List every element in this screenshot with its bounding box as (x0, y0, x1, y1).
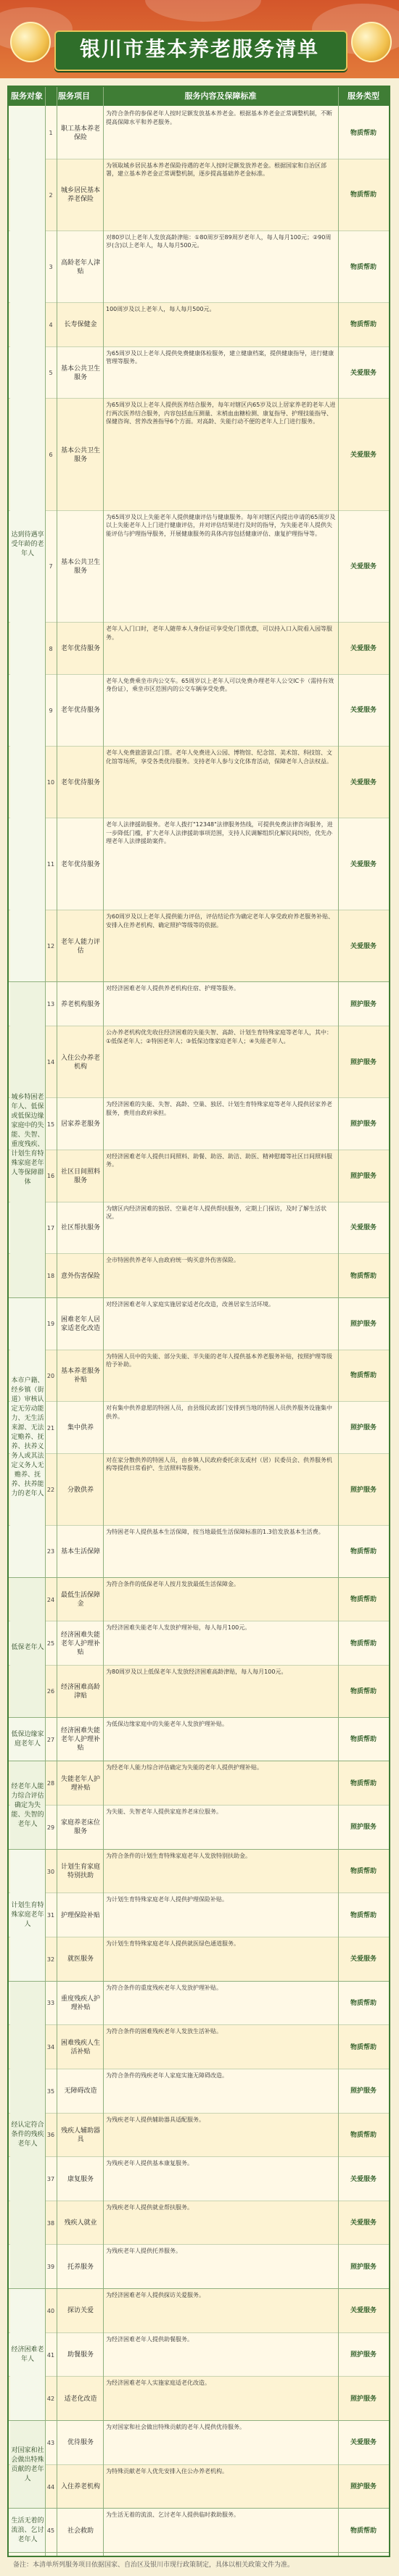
service-type: 物质帮助 (350, 1687, 377, 1695)
column-divider (338, 87, 339, 2556)
service-content: 对经济困难老年人提供日间照料、助餐、助浴、助洁、助医、精神慰藉等社区日间照料服务。 (106, 1152, 332, 1168)
row-number: 2 (49, 191, 53, 199)
service-content: 为符合条件的低保老年人按月发放最低生活保障金。 (106, 1580, 239, 1587)
service-type: 物质帮助 (350, 1596, 377, 1604)
service-item: 基本公共卫生服务 (60, 365, 100, 381)
service-type: 关爱服务 (350, 2219, 377, 2227)
service-content: 为经老年人能力综合评估确定为失能的老年人提供护理补贴。 (106, 1764, 263, 1771)
service-item: 入住公办养老机构 (60, 1054, 100, 1071)
row-number: 39 (46, 2264, 55, 2271)
row-number: 38 (46, 2219, 55, 2227)
service-content: 老年人免费乘坐市内公交车。65周岁以上老年人可以免费办理老年人公交IC卡（需持有效身份证），乘坐市区范围内的公交车辆享受免费。 (106, 677, 334, 693)
service-type: 物质帮助 (350, 2043, 377, 2051)
service-item: 无障碍改造 (64, 2087, 97, 2095)
group-divider (9, 1717, 389, 1718)
service-type: 关爱服务 (350, 942, 377, 950)
service-item: 基本公共卫生服务 (60, 558, 100, 575)
group-divider (9, 1849, 389, 1850)
service-target-group: 低保老年人 (10, 1578, 45, 1718)
row-number: 23 (46, 1548, 55, 1555)
service-item: 老年人能力评估 (60, 938, 100, 955)
service-type: 物质帮助 (350, 321, 377, 329)
service-item: 计划生育家庭特别扶助 (60, 1864, 100, 1879)
group-divider (9, 981, 389, 982)
row-number: 27 (46, 1736, 55, 1743)
service-item: 集中供养 (67, 1424, 94, 1432)
service-type: 关爱服务 (350, 2439, 377, 2447)
service-type: 照护服务 (350, 2087, 377, 2095)
column-divider (103, 87, 104, 2556)
row-number: 10 (46, 779, 55, 786)
service-type: 物质帮助 (350, 129, 377, 137)
service-item: 老年优待服务 (60, 778, 100, 786)
service-type: 关爱服务 (350, 1956, 377, 1964)
service-item: 康复服务 (67, 2175, 94, 2183)
service-item: 养老机构服务 (60, 1000, 100, 1008)
service-type: 物质帮助 (350, 1999, 377, 2007)
service-content: 为特困人员中的失能、部分失能、半失能的老年人提供基本养老服务补贴，按照护理等级给予补助。 (106, 1353, 332, 1368)
row-number: 28 (46, 1780, 55, 1787)
service-content: 为领取城乡居民基本养老保险待遇的老年人按时足额发放养老金。根据国家和自治区部署，建立基本养老金正常调整机制，逐步提高基础养老金标准。 (106, 162, 326, 178)
row-number: 32 (46, 1956, 55, 1963)
service-type: 照护服务 (350, 2395, 377, 2403)
service-type: 关爱服务 (350, 645, 377, 652)
service-content: 为残疾老年人提供辅助器具适配服务。 (106, 2116, 205, 2123)
service-type: 物质帮助 (350, 263, 377, 271)
row-number: 30 (46, 1868, 55, 1875)
service-content: 为经济困难老年人实施家庭适老化改造。 (106, 2380, 210, 2387)
service-item: 高龄老年人津贴 (60, 259, 100, 275)
service-type: 物质帮助 (350, 1779, 377, 1787)
service-type: 物质帮助 (350, 1272, 377, 1280)
row-number: 35 (46, 2087, 55, 2095)
service-type: 物质帮助 (350, 1868, 377, 1875)
service-type: 物质帮助 (350, 1911, 377, 1919)
row-number: 20 (46, 1372, 55, 1379)
service-content: 为65周岁及以上失能老年人提供健康评估与健康服务。每年对辖区内提出申请的65周岁及以上失能老年人上门进行健康评估，并对评估结果进行及时的指导，为失能老年人提供失能评估与护理指导服务，开展健康服务的具体内容包括健康评估、康复护理指导等。 (106, 513, 336, 537)
row-number: 22 (46, 1487, 55, 1493)
service-target-group: 经认定符合条件的残疾老年人 (10, 1982, 45, 2290)
row-number: 24 (46, 1596, 55, 1603)
service-content: 对经济困难老年人提供养老机构住宿、护理等服务。 (106, 985, 239, 992)
service-content: 为特殊贡献老年人优先安排入住公办养老机构。 (106, 2467, 228, 2475)
group-divider (9, 2508, 389, 2509)
service-content: 为符合条件的计划生育特殊家庭老年人发放特别扶助金。 (106, 1852, 251, 1859)
service-type: 照护服务 (350, 2263, 377, 2271)
service-type: 照护服务 (350, 1424, 377, 1432)
service-content: 为经济困难老年人提供探访关爱服务。 (106, 2292, 205, 2299)
service-content: 对在家分散供养的特困人员，由乡镇人民政府委托亲友或村（居）民委员会、供养服务机构等提供日常看护、生活照料等服务。 (106, 1456, 332, 1472)
row-number: 33 (46, 2000, 55, 2007)
service-content: 为60周岁及以上老年人提供能力评估，评估结论作为确定老年人享受政府养老服务补贴、安排入住养老机构、确定照护等级等的依据。 (106, 913, 334, 928)
service-content: 老年人入门口时，老年人随带本人身份证可享受免门票优惠，可以持入口入院看入园等服务。 (106, 626, 332, 641)
group-divider (9, 2288, 389, 2289)
service-type: 照护服务 (350, 1121, 377, 1129)
service-item: 基本公共卫生服务 (60, 446, 100, 463)
service-content: 为80周岁及以上低保老年人发放经济困难高龄津贴，每人每月100元。 (106, 1669, 287, 1676)
service-content: 为符合条件的参保老年人按时足额发放基本养老金。根据基本养老金正常调整机制，不断提高保障水平和养老服务。 (106, 110, 332, 125)
service-item: 长寿保健金 (64, 321, 97, 329)
service-type: 照护服务 (350, 1486, 377, 1494)
service-target-group: 达到待遇享受年龄的老年人 (10, 107, 45, 982)
service-content: 全市特困供养老年人由政府统一购买意外伤害保险。 (106, 1257, 239, 1264)
right-emblem-icon (351, 22, 392, 62)
service-type: 关爱服务 (350, 860, 377, 868)
row-number: 37 (46, 2176, 55, 2183)
service-type: 关爱服务 (350, 778, 377, 786)
service-target-group: 计划生育特殊家庭老年人 (10, 1850, 45, 1982)
service-content: 为残疾老年人提供基本康复服务。 (106, 2160, 193, 2167)
service-content: 为经济困难失能老年人发放护理补贴，每人每月100元。 (106, 1624, 251, 1632)
service-item: 家庭养老床位服务 (60, 1819, 100, 1836)
service-item: 基本生活保障 (60, 1547, 100, 1555)
row-number: 43 (46, 2439, 55, 2446)
service-item: 托养服务 (67, 2263, 94, 2271)
service-target-group: 对国家和社会做出特殊贡献的老年人 (10, 2421, 45, 2509)
service-content: 对经济困难老年人家庭实施居家适老化改造，改善居家生活环境。 (106, 1300, 274, 1308)
left-emblem-icon (10, 22, 51, 62)
service-item: 助餐服务 (67, 2351, 94, 2359)
service-item: 经济困难高龄津贴 (60, 1683, 100, 1700)
service-type: 照护服务 (350, 2351, 377, 2359)
service-content: 为计划生育特殊家庭老年人提供护理保险补贴。 (106, 1896, 228, 1903)
group-divider (9, 1297, 389, 1298)
service-content: 为对国家和社会做出特殊贡献的老年人提供优待服务。 (106, 2424, 245, 2431)
service-content: 为经济困难老年人提供助餐服务。 (106, 2335, 193, 2343)
service-content: 老年人法律援助服务。老年人拨打"12348"法律服务热线，可提供免费法律咨询服务，进一步降低门槛，扩大老年人法律援助事项范围，支持人民调解组织化解民间纠纷，优先办理老年人法律援助案件。 (106, 821, 333, 845)
service-content: 为65周岁及以上老年人提供免费健康体检服务，建立健康档案，提供健康指导，进行健康管理等服务。 (106, 349, 334, 365)
service-content: 为符合条件的困难残疾老年人发放生活补贴。 (106, 2028, 222, 2035)
row-number: 3 (49, 264, 53, 270)
service-type: 物质帮助 (350, 2131, 377, 2139)
service-item: 意外伤害保险 (60, 1272, 100, 1280)
service-type: 照护服务 (350, 1000, 377, 1008)
service-item: 护理保险补贴 (60, 1911, 100, 1919)
row-number: 16 (46, 1173, 55, 1180)
row-number: 8 (49, 645, 53, 652)
header-banner (0, 0, 399, 78)
service-item: 重度残疾人护理补贴 (60, 1995, 100, 2011)
row-number: 34 (46, 2044, 55, 2051)
row-number: 7 (49, 563, 53, 570)
service-content: 为特困老年人提供基本生活保障，按当地最低生活保障标准的1.3倍发放基本生活费。 (106, 1529, 324, 1536)
column-divider (45, 87, 46, 2556)
service-item: 就医服务 (67, 1956, 94, 1964)
row-number: 6 (49, 452, 53, 459)
service-item: 入住养老机构 (60, 2483, 100, 2491)
service-type: 照护服务 (350, 1320, 377, 1328)
row-number: 44 (46, 2483, 55, 2490)
row-number: 26 (46, 1688, 55, 1695)
service-target-group: 城乡特困老年人、低保或低保边缘家庭中的失能、失智、重度残疾、计划生育特殊家庭老年人等保障群体 (10, 982, 45, 1298)
service-content: 公办养老机构优先收住经济困难的失能失智、高龄、计划生育特殊家庭等老年人，其中：①低保老年人；②特困老年人；③低保边缘家庭老年人；④失能老年人。 (106, 1029, 332, 1044)
row-number: 41 (46, 2351, 55, 2359)
service-item: 分散供养 (67, 1486, 94, 1494)
row-number: 1 (49, 130, 53, 137)
service-item: 经济困难失能老年人护理补贴 (60, 1631, 100, 1656)
service-type: 照护服务 (350, 1172, 377, 1180)
service-item: 职工基本养老保险 (60, 125, 100, 141)
service-item: 优待服务 (67, 2439, 94, 2447)
service-content: 对80岁以上老年人发放高龄津贴：①80周岁至89周岁老年人，每人每月100元；②90周岁(含)以上老年人，每人每月500元。 (106, 233, 332, 249)
service-item: 困难残疾人生活补贴 (60, 2039, 100, 2056)
row-number: 45 (46, 2527, 55, 2535)
service-type: 照护服务 (350, 1058, 377, 1066)
service-target-group: 低保边缘家庭老年人 (10, 1718, 45, 1762)
service-type: 物质帮助 (350, 1736, 377, 1744)
service-item: 社会救助 (67, 2527, 94, 2535)
service-type: 关爱服务 (350, 2175, 377, 2183)
service-item: 老年优待服务 (60, 860, 100, 868)
service-target-group: 生活无着的流浪、乞讨老年人 (10, 2509, 45, 2553)
row-number: 19 (46, 1321, 55, 1328)
row-number: 17 (46, 1224, 55, 1231)
header-item: 服务项目 (58, 91, 90, 101)
service-item: 残疾人就业 (64, 2219, 97, 2227)
service-content: 为辖区内经济困难的独居、空巢老年人提供帮扶服务，定期上门探访，及时了解生活状况。 (106, 1205, 326, 1221)
header-type: 服务类型 (347, 91, 379, 101)
service-item: 社区帮扶服务 (60, 1224, 100, 1232)
service-type: 物质帮助 (350, 1547, 377, 1555)
service-content: 为失能、失智老年人提供家庭养老床位服务。 (106, 1808, 222, 1816)
service-type: 照护服务 (350, 1824, 377, 1832)
group-divider (9, 1981, 389, 1982)
service-type: 物质帮助 (350, 191, 377, 199)
service-item: 残疾人辅助器具 (60, 2127, 100, 2143)
service-type: 关爱服务 (350, 1224, 377, 1232)
service-item: 居家养老服务 (60, 1121, 100, 1129)
service-item: 基本养老服务补贴 (60, 1368, 100, 1384)
row-number: 31 (46, 1912, 55, 1919)
service-type: 照护服务 (350, 2483, 377, 2491)
row-number: 12 (46, 943, 55, 950)
service-content: 为低保边缘家庭中的失能老年人发放护理补贴。 (106, 1720, 228, 1727)
row-number: 18 (46, 1273, 55, 1280)
row-number: 5 (49, 370, 53, 377)
service-target-group: 经老年人能力综合评估确定为失能、失智的老年人 (10, 1761, 45, 1849)
service-item: 经济困难失能老年人护理补贴 (60, 1727, 100, 1753)
service-content: 100周岁及以上老年人，每人每月500元。 (106, 306, 215, 313)
service-content: 为生活无着的流浪、乞讨老年人提供临时救助服务。 (106, 2511, 239, 2519)
service-item: 城乡居民基本养老保险 (60, 187, 100, 204)
header-content: 服务内容及保障标准 (184, 91, 257, 101)
row-number: 14 (46, 1059, 55, 1066)
service-type: 关爱服务 (350, 451, 377, 459)
service-content: 为符合条件的残疾老年人家庭实施无障碍改造。 (106, 2072, 228, 2079)
service-content: 为残疾老年人提供就业帮扶服务。 (106, 2203, 193, 2211)
service-item: 适老化改造 (64, 2395, 97, 2403)
service-content: 为符合条件的重度残疾老年人发放护理补贴。 (106, 1984, 222, 1991)
service-item: 困难老年人居家适老化改造 (60, 1316, 100, 1332)
row-number: 40 (46, 2307, 55, 2314)
row-number: 9 (49, 707, 53, 714)
page-title: 银川市基本养老服务清单 (79, 37, 319, 61)
footnote: 备注：本清单所列服务项目依据国家、自治区及银川市现行政策制定，具体以相关政策文件为准。 (13, 2562, 295, 2569)
row-number: 15 (46, 1121, 55, 1128)
row-number: 4 (49, 321, 53, 328)
service-item: 社区日间照料服务 (60, 1168, 100, 1184)
service-content: 为经济困难的失能、失智、高龄、空巢、独居、计划生育特殊家庭等老年人提供居家养老服务，费用由政府承担。 (106, 1101, 332, 1116)
row-number: 11 (46, 861, 55, 868)
group-divider (9, 1577, 389, 1578)
service-content: 对有集中供养意愿的特困人员，由县级民政部门安排到当地的特困人员供养服务设施集中供养。 (106, 1405, 332, 1420)
row-number: 21 (46, 1424, 55, 1432)
service-item: 老年优待服务 (60, 645, 100, 652)
row-number: 36 (46, 2132, 55, 2139)
service-target-group: 本市户籍、经乡镇（街道）审核认定无劳动能力、无生活来源、无法定赡养、抚养、扶养义务人或其法定义务人无赡养、抚养、扶养能力的老年人 (10, 1298, 45, 1578)
group-divider (9, 2552, 389, 2553)
service-type: 物质帮助 (350, 1640, 377, 1648)
service-type: 物质帮助 (350, 2527, 377, 2535)
row-number: 25 (46, 1640, 55, 1648)
row-number: 29 (46, 1824, 55, 1831)
service-content: 老年人免费旅游景点门票。老年人免费进入公园、博物馆、纪念馆、美术馆、科技馆、文化馆等场所，享受各类优待服务。支持老年人参与文化体育活动，保障老年人合法权益。 (106, 749, 332, 765)
service-target-group: 经济困难老年人 (10, 2289, 45, 2421)
service-content: 为残疾老年人提供托养服务。 (106, 2248, 181, 2255)
service-type: 关爱服务 (350, 369, 377, 377)
service-item: 老年优待服务 (60, 707, 100, 715)
service-item: 失能老年人护理补贴 (60, 1775, 100, 1792)
service-content: 为65周岁及以上老年人提供医养结合服务，每年对辖区内65岁及以上居家养老的老年人进行两次医养结合服务，内容包括血压测量、末梢血血糖检测、康复指导、护理技能指导、保健咨询、营养改善指导6个方面。对高龄、失能行动不便的老年人上门进行服务。 (106, 402, 336, 425)
service-item: 探访关爱 (67, 2307, 94, 2315)
row-number: 42 (46, 2396, 55, 2403)
service-type: 关爱服务 (350, 2307, 377, 2315)
service-item: 最低生活保障金 (60, 1592, 100, 1608)
group-divider (9, 2420, 389, 2421)
row-number: 13 (46, 1001, 55, 1008)
header-target: 服务对象 (11, 91, 43, 101)
service-type: 关爱服务 (350, 707, 377, 715)
service-type: 物质帮助 (350, 1372, 377, 1380)
service-type: 关爱服务 (350, 562, 377, 570)
service-content: 为计划生育特殊家庭老年人提供就医绿色通道服务。 (106, 1940, 239, 1947)
